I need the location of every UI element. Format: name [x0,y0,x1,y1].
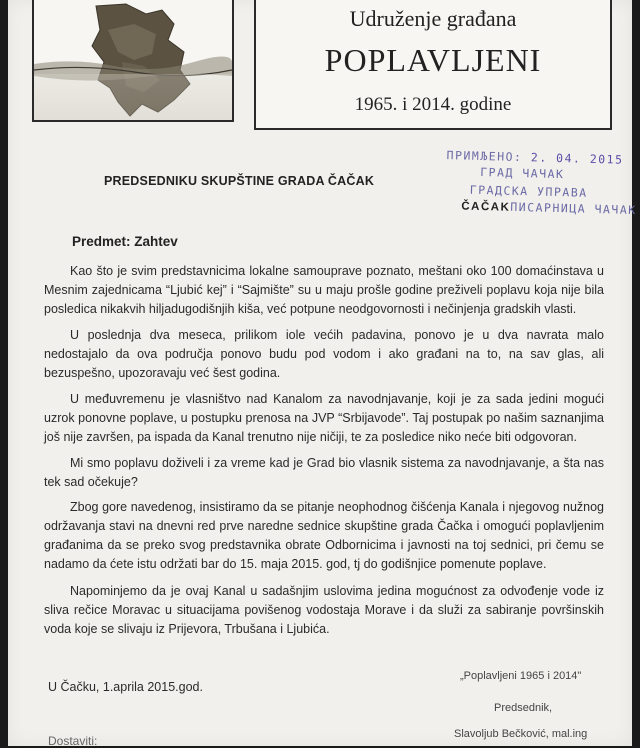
footer-fragment: Dostaviti: [48,734,98,748]
body-paragraph: Zbog gore navedenog, insistiramo da se pitanje neophodnog čišćenja Kanala i njegovog nužnog održavanja stavi na dnevni red prve naredne sednice skupštine grada Čačka i omogući poplavljenim građanima da se preko svog predstavnika obrate Odbornicima i javnosti na toj sednici, pri čemu se nadamo da ćete istu održati bar do 15. maja 2015. god, tj do godišnjice pomenute poplave. [44,500,604,571]
body-paragraph: Kao što je svim predstavnicima lokalne samouprave poznato, meštani oko 100 domaćinstava u Mesnim zajednicama “Ljubić kej” i “Sajmište” su u maju prošle godine preživeli poplavu koja nije bila posledica nikakvih hiljadugodišnjih kiša, već potpune neodgovornosti i nečinjenja gradskih vlasti. [44,264,604,316]
association-name: POPLAVLJENI [324,42,542,78]
serbia-map-flood-icon [34,0,232,120]
association-title-box [254,0,612,130]
stamp-office-prefix: ČAČAK [461,200,511,214]
stamp-office-line [461,199,637,218]
stamp-city: ГРАД ЧАЧАК [480,164,565,182]
stamp-office: ПИСАРНИЦА ЧАЧАК [510,199,637,218]
stamp-received-line [446,148,623,167]
body-paragraph: Napominjemo da je ovaj Kanal u sadašnjim uslovima jedina mogućnost za odvođenje vode iz sliva rečice Moravac u situacijama povišenog vodostaja Morave i da služi za sabiranje površinskih voda koje se slivaju iz Prijevora, Trbušana i Ljubića. [44,584,604,636]
flood-years: 1965. i 2014. godine [354,94,512,115]
stamp-administration: ГРАДСКА УПРАВА [469,182,588,200]
body-paragraph: U poslednja dva meseca, prilikom iole većih padavina, ponovo je u dva navrata malo nedostajalo da ova područja ponovo budu pod vodom i ako građani na to, na sav glas, ali bezuspešno, upozoravaju već šest godina. [44,328,604,380]
subject-line: Predmet: Zahtev [72,234,178,249]
addressee: PREDSEDNIKU SKUPŠTINE GRADA ČAČAK [104,174,375,188]
letter-page [8,0,637,748]
stamp-received-label: ПРИМЉЕНО: [446,148,523,165]
body-paragraph: U međuvremenu je vlasništvo nad Kanalom za navodnjavanje, koji je za sada jedini mogući uzrok ponovne poplave, u postupku prenosa na JVP “Srbijavode”. Taj postupak po našim saznanjima još nije završen, pa ispada da Kanal trenutno nije ničiji, te za posledice niko neće biti odgovoran. [44,392,604,444]
association-logo [32,0,234,122]
signature-organization: „Poplavljeni 1965 i 2014" [460,670,582,682]
association-line: Udruženje građana [349,6,517,31]
received-stamp [405,139,637,223]
stamp-received-date: 2. 04. 2015 [530,150,624,167]
signature-role: Predsednik, [494,702,553,714]
signature-name: Slavoljub Bečković, mal.ing [454,728,588,740]
place-and-date: U Čačku, 1.aprila 2015.god. [48,680,203,694]
body-paragraph: Mi smo poplavu doživeli i za vreme kad je Grad bio vlasnik sistema za navodnjavanje, a šta nas tek sad očekuje? [44,456,604,489]
